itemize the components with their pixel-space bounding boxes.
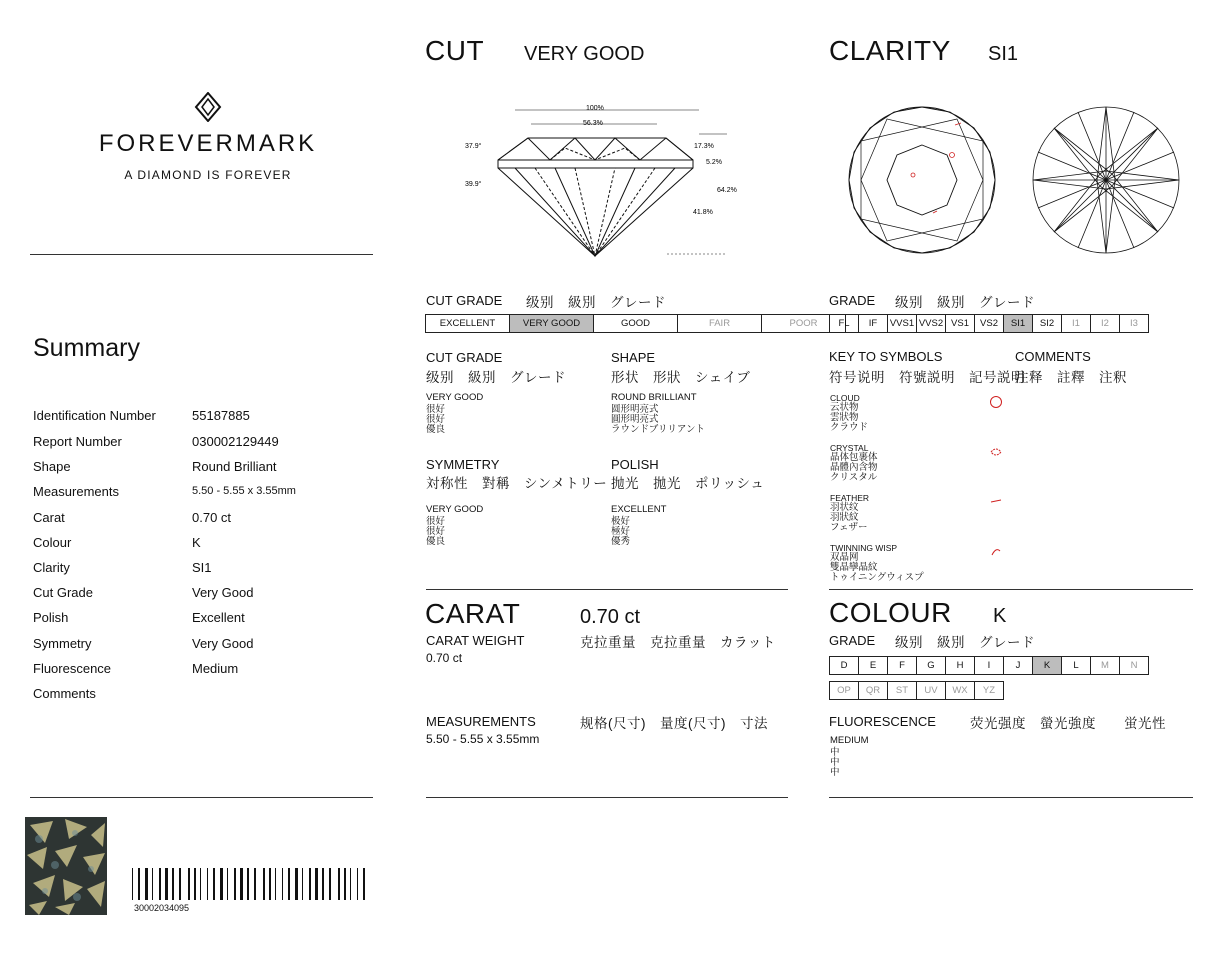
summary-label: Symmetry <box>33 636 92 651</box>
fluorescence-title: FLUORESCENCE <box>829 714 936 729</box>
detail-symmetry-v1: 很好 <box>426 516 446 527</box>
diagram-label-100: 100% <box>586 105 604 112</box>
grade-cell: QR <box>859 681 888 700</box>
colour-title: COLOUR <box>829 597 952 628</box>
inclusion-symbol-icon <box>988 395 1004 414</box>
detail-polish-v3: 優秀 <box>611 536 631 547</box>
inclusion-symbol-icon <box>988 545 1004 564</box>
detail-shape-jp: 形状 形狀 シェイブ <box>611 370 751 385</box>
fluorescence-jp: 荧光强度 螢光強度 蛍光性 <box>970 716 1166 731</box>
grade-cell: IF <box>859 314 888 333</box>
symbol-en: FEATHER <box>830 493 870 503</box>
detail-symmetry-v3: 優良 <box>426 536 446 547</box>
grade-cell: WX <box>946 681 975 700</box>
carat-weight-label: CARAT WEIGHT <box>426 633 525 648</box>
summary-value: SI1 <box>192 560 212 575</box>
symbol-l2: 羽狀紋 <box>830 512 859 523</box>
clarity-grade-jp: 级别 級別 グレード <box>895 295 1035 310</box>
grade-cell: D <box>829 656 859 675</box>
summary-label: Identification Number <box>33 408 156 423</box>
colour-value: K <box>993 605 1007 627</box>
detail-shape-v2: 圓形明亮式 <box>611 414 659 425</box>
cut-grade-label: CUT GRADE <box>426 293 503 308</box>
grade-cell: YZ <box>975 681 1004 700</box>
detail-symmetry-jp: 対称性 對稱 シンメトリー <box>426 476 608 491</box>
fluorescence-value: MEDIUM <box>830 735 869 746</box>
grade-cell: GOOD <box>594 314 678 333</box>
detail-shape-v1: 圆形明亮式 <box>611 404 659 415</box>
inclusion-symbol-icon <box>988 495 1004 514</box>
summary-label: Shape <box>33 459 71 474</box>
colour-grade-scale-2 <box>829 681 1004 700</box>
cut-value: VERY GOOD <box>524 43 645 65</box>
grade-cell: ST <box>888 681 917 700</box>
detail-shape-value: ROUND BRILLIANT <box>611 392 697 403</box>
diagram-label-52: 5.2% <box>706 159 722 166</box>
detail-cut-grade-title: CUT GRADE <box>426 350 503 365</box>
summary-title: Summary <box>33 334 140 362</box>
summary-value: Round Brilliant <box>192 459 277 474</box>
comments-jp: 注释 註釋 注釈 <box>1015 370 1127 385</box>
grade-cell: I2 <box>1091 314 1120 333</box>
cut-grade-jp: 级别 級別 グレード <box>526 295 666 310</box>
detail-polish-v2: 極好 <box>611 526 631 537</box>
divider-mid-2 <box>426 797 788 798</box>
symbol-l2: 雙晶孿晶紋 <box>830 562 878 573</box>
grade-cell: VVS1 <box>888 314 917 333</box>
diagram-label-173: 17.3% <box>694 143 714 150</box>
carat-weight-jp: 克拉重量 克拉重量 カラット <box>580 635 776 650</box>
divider-left-top <box>30 254 373 255</box>
symbol-l1: 晶体包裹体 <box>830 452 878 463</box>
hologram-image <box>25 817 107 915</box>
summary-label: Comments <box>33 686 96 701</box>
grade-cell: VS1 <box>946 314 975 333</box>
grade-cell: J <box>1004 656 1033 675</box>
cut-title: CUT <box>425 35 485 66</box>
summary-value: 5.50 - 5.55 x 3.55mm <box>192 485 296 497</box>
measurements-value: 5.50 - 5.55 x 3.55mm <box>426 732 540 746</box>
carat-weight-value: 0.70 ct <box>426 651 463 665</box>
detail-symmetry-title: SYMMETRY <box>426 457 500 472</box>
symbol-l1: 双晶网 <box>830 552 859 563</box>
summary-value: Very Good <box>192 585 254 600</box>
summary-label: Colour <box>33 535 72 550</box>
detail-cut-grade-v2: 很好 <box>426 414 446 425</box>
fluorescence-v2: 中 <box>830 757 840 768</box>
grade-cell: POOR <box>762 314 846 333</box>
clarity-title: CLARITY <box>829 35 951 66</box>
symbol-l1: 羽状纹 <box>830 502 859 513</box>
grade-cell: VERY GOOD <box>510 314 594 333</box>
grade-cell: N <box>1120 656 1149 675</box>
grade-cell: VVS2 <box>917 314 946 333</box>
grade-cell: G <box>917 656 946 675</box>
divider-right-1 <box>829 589 1193 590</box>
grade-cell: M <box>1091 656 1120 675</box>
symbols-jp: 符号说明 符號説明 記号説明 <box>829 370 1025 385</box>
grade-cell: F <box>888 656 917 675</box>
comments-title: COMMENTS <box>1015 349 1091 364</box>
grade-cell: I1 <box>1062 314 1091 333</box>
summary-label: Carat <box>33 510 65 525</box>
symbols-title: KEY TO SYMBOLS <box>829 349 943 364</box>
symbol-l1: 云状物 <box>830 402 859 413</box>
fluorescence-v3: 中 <box>830 767 840 778</box>
grade-cell: E <box>859 656 888 675</box>
diagram-label-563: 56.3% <box>583 120 603 127</box>
clarity-plot-pavilion <box>1031 105 1181 260</box>
summary-label: Cut Grade <box>33 585 93 600</box>
summary-value: 55187885 <box>192 408 250 423</box>
symbol-l3: クラウド <box>830 422 869 433</box>
brand-logo-icon <box>193 92 223 127</box>
summary-label: Report Number <box>33 434 122 449</box>
diagram-label-379: 37.9° <box>465 143 482 150</box>
symbol-en: TWINNING WISP <box>830 543 898 553</box>
grade-cell: VS2 <box>975 314 1004 333</box>
grade-cell: L <box>1062 656 1091 675</box>
carat-value: 0.70 ct <box>580 606 641 628</box>
inclusion-symbol-icon <box>988 445 1004 464</box>
measurements-jp: 规格(尺寸) 量度(尺寸) 寸法 <box>580 716 768 731</box>
detail-symmetry-value: VERY GOOD <box>426 504 484 515</box>
grade-cell: I <box>975 656 1004 675</box>
symbol-en: CLOUD <box>830 393 860 403</box>
colour-grade-label: GRADE <box>829 633 876 648</box>
summary-value: Very Good <box>192 636 254 651</box>
summary-label: Fluorescence <box>33 661 112 676</box>
grade-cell: EXCELLENT <box>425 314 510 333</box>
symbol-l2: 晶體內含物 <box>830 462 878 473</box>
grade-cell: K <box>1033 656 1062 675</box>
diagram-label-418: 41.8% <box>693 209 713 216</box>
colour-grade-scale-1 <box>829 656 1149 675</box>
divider-right-2 <box>829 797 1193 798</box>
clarity-grade-label: GRADE <box>829 293 876 308</box>
grade-cell: FL <box>829 314 859 333</box>
detail-cut-grade-v3: 優良 <box>426 424 446 435</box>
divider-mid-1 <box>426 589 788 590</box>
clarity-grade-scale <box>829 314 1149 333</box>
barcode <box>132 868 372 905</box>
grade-cell: SI1 <box>1004 314 1033 333</box>
symbol-l3: クリスタル <box>830 472 878 483</box>
detail-polish-jp: 抛光 拋光 ポリッシュ <box>611 476 765 491</box>
detail-symmetry-v2: 很好 <box>426 526 446 537</box>
detail-shape-title: SHAPE <box>611 350 656 365</box>
brand-name: FOREVERMARK <box>98 130 318 157</box>
detail-polish-value: EXCELLENT <box>611 504 667 515</box>
diagram-label-642: 64.2% <box>717 187 737 194</box>
summary-value: Medium <box>192 661 239 676</box>
summary-label: Polish <box>33 610 69 625</box>
fluorescence-v1: 中 <box>830 747 840 758</box>
symbol-en: CRYSTAL <box>830 443 869 453</box>
grade-cell: I3 <box>1120 314 1149 333</box>
colour-grade-jp: 级别 級別 グレード <box>895 635 1035 650</box>
detail-cut-grade-v1: 很好 <box>426 404 446 415</box>
symbol-l2: 雲狀物 <box>830 412 859 423</box>
clarity-plot-crown <box>847 105 997 260</box>
carat-title: CARAT <box>425 598 521 629</box>
grade-cell: OP <box>829 681 859 700</box>
clarity-value: SI1 <box>988 43 1019 65</box>
detail-cut-grade-jp: 级别 級別 グレード <box>426 370 566 385</box>
detail-polish-title: POLISH <box>611 457 659 472</box>
cut-grade-scale <box>425 314 846 333</box>
summary-label: Measurements <box>33 484 119 499</box>
summary-value: 030002129449 <box>192 434 279 449</box>
detail-cut-grade-value: VERY GOOD <box>426 392 484 403</box>
summary-value: K <box>192 535 201 550</box>
divider-left-bottom <box>30 797 373 798</box>
symbol-l3: トゥイニングウィスプ <box>830 572 924 583</box>
measurements-label: MEASUREMENTS <box>426 714 536 729</box>
brand-tagline: A DIAMOND IS FOREVER <box>124 168 292 182</box>
diagram-label-399: 39.9° <box>465 181 482 188</box>
grade-cell: FAIR <box>678 314 762 333</box>
detail-shape-v3: ラウンドブリリアント <box>611 424 705 435</box>
detail-polish-v1: 极好 <box>611 516 631 527</box>
barcode-number: 30002034095 <box>134 903 190 913</box>
summary-value: 0.70 ct <box>192 510 232 525</box>
grade-cell: SI2 <box>1033 314 1062 333</box>
summary-label: Clarity <box>33 560 70 575</box>
summary-value: Excellent <box>192 610 245 625</box>
symbol-l3: フェザー <box>830 522 868 533</box>
grade-cell: H <box>946 656 975 675</box>
grade-cell: UV <box>917 681 946 700</box>
diamond-profile-diagram <box>455 98 755 265</box>
